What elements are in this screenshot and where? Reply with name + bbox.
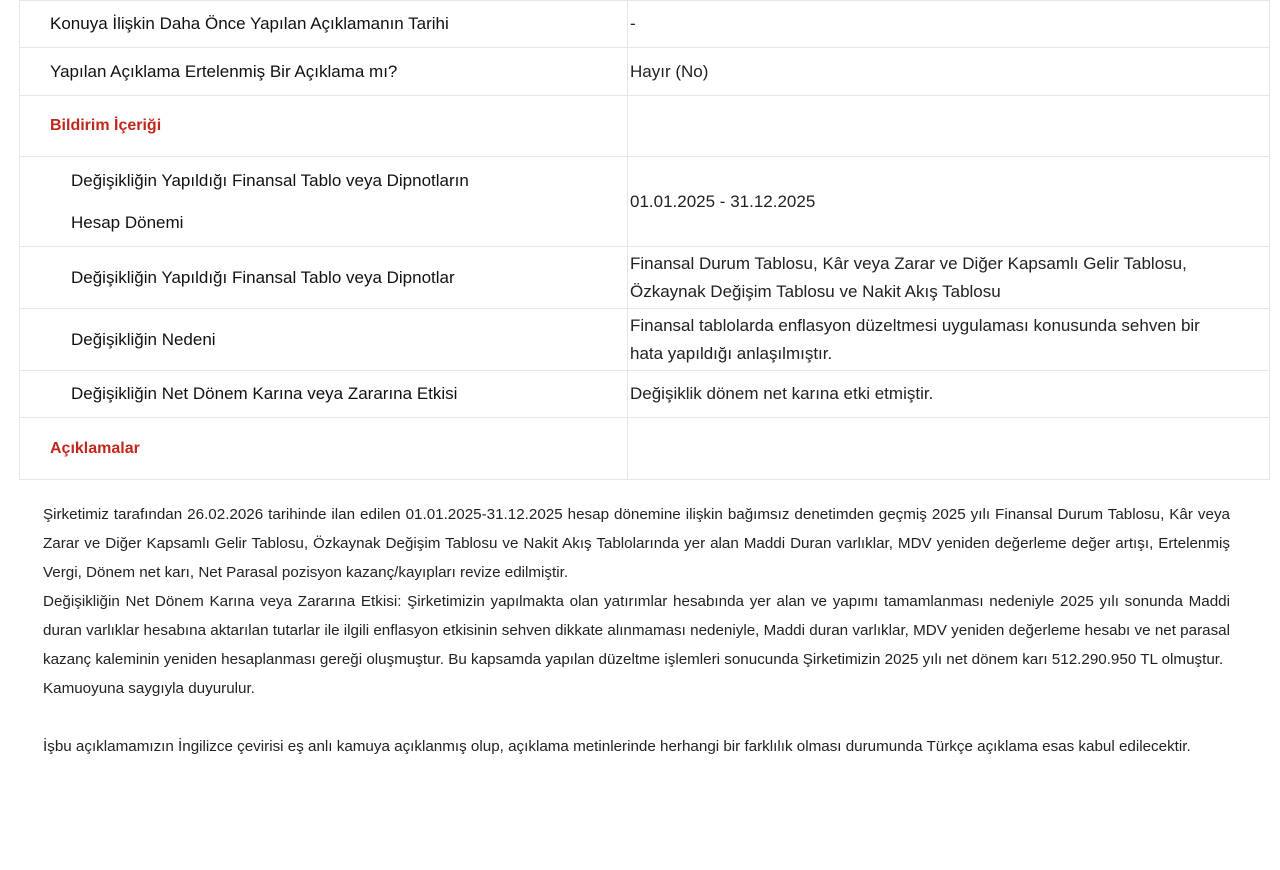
table-row-deferred-disclosure [20,48,1270,96]
explanation-text [43,500,1230,761]
row-label [20,157,628,247]
row-value: 01.01.2025 - 31.12.2025 [628,157,1270,247]
table-row-previous-disclosure-date [20,1,1270,48]
row-value-line: hata yapıldığı anlaşılmıştır. [630,343,833,363]
row-value-line: Özkaynak Değişim Tablosu ve Nakit Akış Tablosu [630,281,1001,301]
explanation-paragraph: İşbu açıklamamızın İngilizce çevirisi eş anlı kamuya açıklanmış olup, açıklama metinlerinde herhangi bir farklılık olması durumunda Türkçe açıklama esas kabul edilecektir. [43,738,1191,755]
section-row-notification-content [20,96,1270,157]
row-label: Yapılan Açıklama Ertelenmiş Bir Açıklama mı? [20,48,628,96]
table-row-change-reason [20,309,1270,371]
empty-cell [628,96,1270,157]
table-row-accounting-period [20,157,1270,247]
row-value: Değişiklik dönem net karına etki etmiştir. [628,371,1270,418]
table-row-net-profit-effect [20,371,1270,418]
paragraph-gap [43,703,1230,732]
row-value-line: Finansal tablolarda enflasyon düzeltmesi uygulaması konusunda sehven bir [630,315,1200,335]
section-heading-explanations: Açıklamalar [20,418,628,480]
empty-cell [628,418,1270,480]
row-value: Hayır (No) [628,48,1270,96]
row-value [628,309,1270,371]
disclosure-table [19,0,1270,480]
explanation-paragraph: Değişikliğin Net Dönem Karına veya Zararına Etkisi: Şirketimizin yapılmakta olan yatırımlar hesabında yer alan ve yapımı tamamlanması nedeniyle 2025 yılı sonunda Maddi duran varlıklar hesabına aktarılan tutarlar ile ilgili enflasyon etkisinin sehven dikkate alınmaması nedeniyle, Maddi duran varlıklar, MDV yeniden değerleme hesabı ve net parasal kazanç kaleminin yeniden hesaplanması gereği oluşmuştur. Bu kapsamda yapılan düzeltme işlemleri sonucunda Şirketimizin 2025 yılı net dönem karı 512.290.950 TL olmuştur. [43,593,1230,668]
row-label: Değişikliğin Net Dönem Karına veya Zararına Etkisi [20,371,628,418]
row-label: Konuya İlişkin Daha Önce Yapılan Açıklamanın Tarihi [20,1,628,48]
section-row-explanations [20,418,1270,480]
row-label: Değişikliğin Yapıldığı Finansal Tablo veya Dipnotlar [20,247,628,309]
row-label-line: Hesap Dönemi [71,212,184,232]
row-value [628,247,1270,309]
explanation-paragraph: Kamuoyuna saygıyla duyurulur. [43,680,255,697]
row-label-line: Değişikliğin Yapıldığı Finansal Tablo veya Dipnotların [71,170,469,190]
table-row-changed-statements [20,247,1270,309]
section-heading-notification-content: Bildirim İçeriği [20,96,628,157]
row-value-line: Finansal Durum Tablosu, Kâr veya Zarar ve Diğer Kapsamlı Gelir Tablosu, [630,253,1187,273]
row-value: - [628,1,1270,48]
explanation-paragraph: Şirketimiz tarafından 26.02.2026 tarihinde ilan edilen 01.01.2025-31.12.2025 hesap dönemine ilişkin bağımsız denetimden geçmiş 2025 yılı Finansal Durum Tablosu, Kâr veya Zarar ve Diğer Kapsamlı Gelir Tablosu, Özkaynak Değişim Tablosu ve Nakit Akış Tablolarında yer alan Maddi Duran varlıklar, MDV yeniden değerleme değer artışı, Ertelenmiş Vergi, Dönem net karı, Net Parasal pozisyon kazanç/kayıpları revize edilmiştir. [43,506,1230,581]
row-label: Değişikliğin Nedeni [20,309,628,371]
